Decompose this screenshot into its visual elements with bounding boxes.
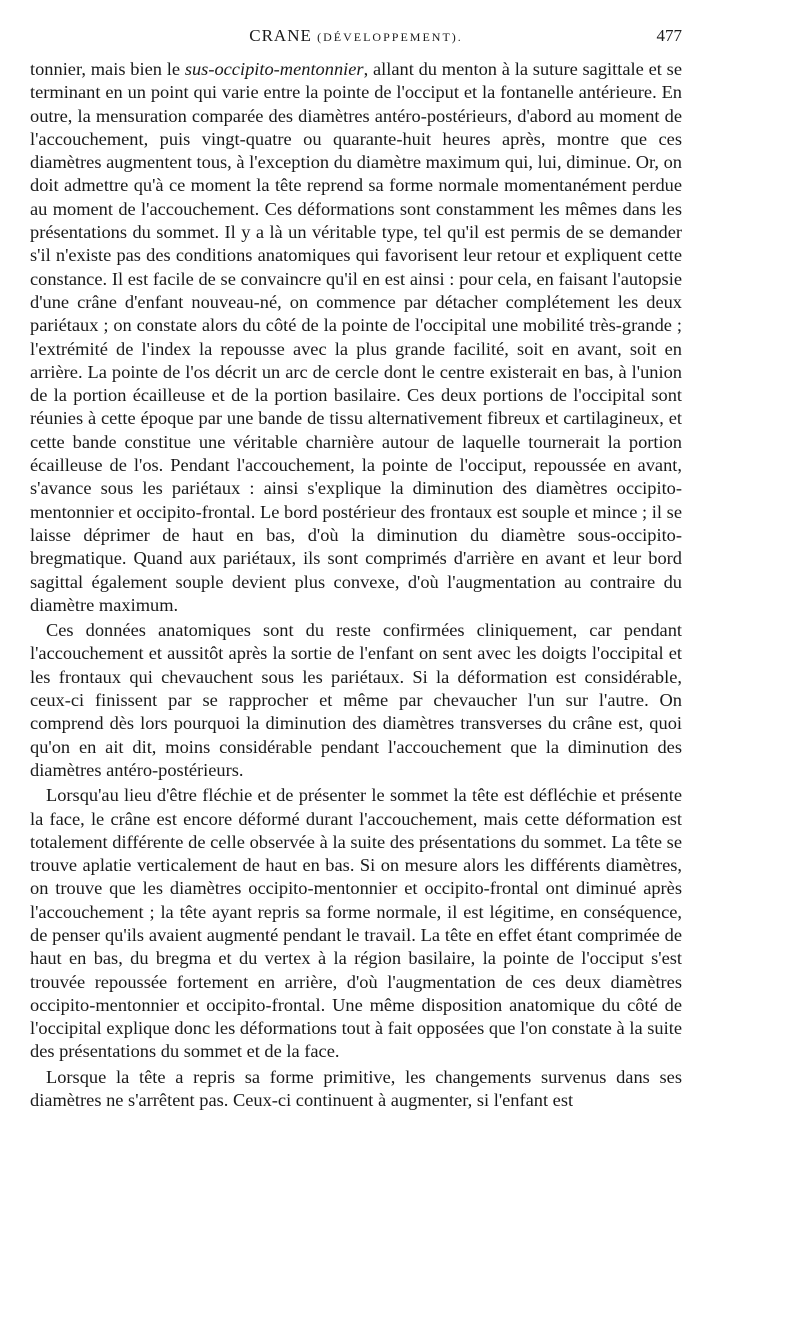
- paragraph-1-rest: , allant du menton à la suture sagittale et se terminant en un point qui varie entre la pointe de l'occiput et la fontanelle antérieure. En outre, la mensuration comparée des diamètres antéro-postérieurs, d'abord au moment de l'accouchement, puis vingt-quatre ou quarante-huit heures après, montre que ces diamètres augmentent tous, à l'exception du diamètre maximum qui, lui, diminue. Or, on doit admettre qu'à ce moment la tête reprend sa forme normale momentanément perdue au moment de l'accouchement. Ces déformations sont constamment les mêmes dans les présentations du sommet. Il y a là un véritable type, tel qu'il est permis de se demander s'il n'existe pas des conditions anatomiques qui favorisent leur retour et expliquent cette constance. Il est facile de se convaincre qu'il en est ainsi : pour cela, en faisant l'autopsie d'une crâne d'enfant nouveau-né, on commence par détacher complétement les deux pariétaux ; on constate alors du côté de la pointe de l'occipital une mobilité très-grande ; l'extrémité de l'index la repousse avec la plus grande facilité, soit en avant, soit en arrière. La pointe de l'os décrit un arc de cercle dont le centre existerait en bas, à l'union de la portion écailleuse et de la portion basilaire. Ces deux portions de l'occipital sont réunies à cette époque par une bande de tissu alternativement fibreux et cartilagineux, et cette bande constitue une véritable charnière autour de laquelle tournerait la portion écailleuse de l'os. Pendant l'accouchement, la pointe de l'occiput, repoussée en avant, s'avance sous les pariétaux : ainsi s'explique la diminution des diamètres occipito-mentonnier et occipito-frontal. Le bord postérieur des frontaux est souple et mince ; il se laisse déprimer de haut en bas, d'où la diminution du diamètre sous-occipito-bregmatique. Quand aux pariétaux, ils sont comprimés d'arrière en avant et leur bord sagittal également souple devient plus convexe, d'où l'augmentation au contraire du diamètre maximum.: [30, 59, 682, 615]
- page-number: 477: [656, 26, 682, 45]
- running-title: [30, 26, 682, 46]
- paragraph-1-start: tonnier, mais bien le: [30, 59, 185, 79]
- running-title-sub: (DÉVELOPPEMENT).: [317, 30, 463, 44]
- running-header: [30, 26, 682, 50]
- paragraph-1-italic-term: sus-occipito-mentonnier: [184, 59, 364, 79]
- running-title-main: CRANE: [249, 26, 312, 45]
- paragraph-3: Lorsqu'au lieu d'être fléchie et de présenter le sommet la tête est défléchie et présente la face, le crâne est encore déformé durant l'accouchement, mais cette déformation est totalement différente de celle observée à la suite des présentations du sommet. La tête se trouve aplatie verticalement de haut en bas. Si on mesure alors les différents diamètres, on trouve que les diamètres occipito-mentonnier et occipito-frontal ont diminué après l'accouchement ; la tête ayant repris sa forme normale, il est légitime, en conséquence, de penser qu'ils avaient augmenté pendant le travail. La tête en effet étant comprimée de haut en bas, du bregma et du vertex à la région basilaire, la pointe de l'occiput s'est trouvée repoussée fortement en arrière, d'où l'augmentation de ces deux diamètres occipito-mentonnier et occipito-frontal. Une même disposition anatomique du côté de l'occipital explique donc les déformations tout à fait opposées que l'on constate à la suite des présentations du sommet et de la face.: [30, 785, 682, 1062]
- paragraph-4: Lorsque la tête a repris sa forme primitive, les changements survenus dans ses diamètres ne s'arrêtent pas. Ceux-ci continuent à augmenter, si l'enfant est: [30, 1066, 682, 1111]
- body-text: [30, 58, 682, 1114]
- paragraph-2: Ces données anatomiques sont du reste confirmées cliniquement, car pendant l'accouchement et aussitôt après la sortie de l'enfant on sent avec les doigts l'occipital et les frontaux qui chevauchent sous les pariétaux. Si la déformation est considérable, ceux-ci finissent par se rapprocher et même par chevaucher l'un sur l'autre. On comprend dès lors pourquoi la diminution des diamètres transverses du crâne est, quoi qu'on en ait dit, moins considérable pendant l'accouchement que la diminution des diamètres antéro-postérieurs.: [30, 620, 682, 780]
- paragraph-1: [30, 58, 682, 617]
